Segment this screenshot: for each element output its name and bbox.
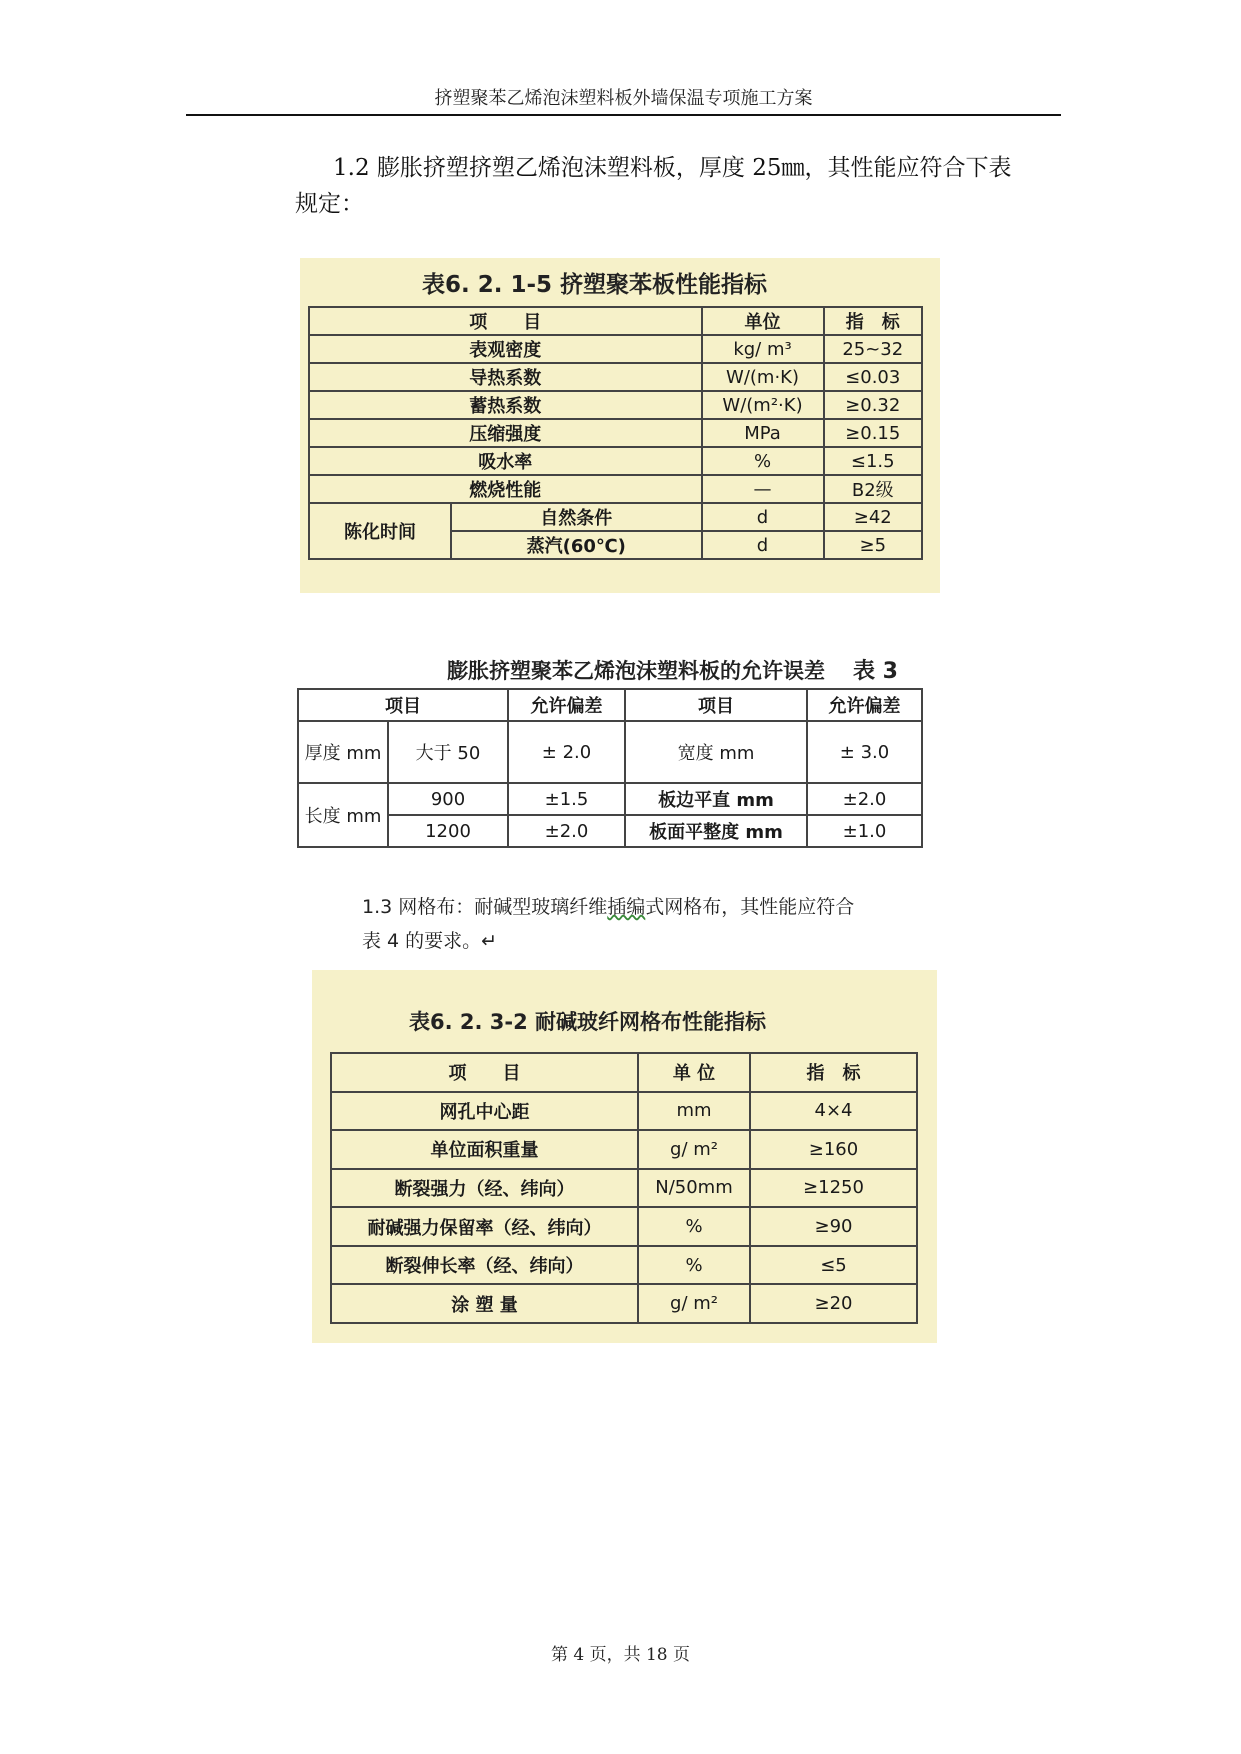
table3-scan (312, 970, 937, 1343)
table-row (331, 1169, 917, 1208)
row-value: ≥1250 (750, 1169, 917, 1208)
row-unit: % (638, 1246, 750, 1285)
row-unit: d (702, 503, 824, 531)
table3-title: 表6. 2. 3-2 耐碱玻纤网格布性能指标 (409, 1010, 767, 1034)
thickness-spec: 大于 50 (388, 721, 508, 783)
section-1-3-paragraph (362, 890, 922, 958)
section-1-3-prefix: 1.3 网格布：耐碱型玻璃纤维 (362, 896, 608, 918)
row-item: 断裂伸长率（经、纬向） (331, 1246, 638, 1285)
thickness-tolerance: ± 2.0 (508, 721, 625, 783)
row-value: ≥160 (750, 1130, 917, 1169)
width-label: 宽度 mm (625, 721, 807, 783)
table-row (298, 721, 922, 783)
header-item: 项目 (298, 689, 508, 721)
width-tolerance: ± 3.0 (807, 721, 922, 783)
length-label: 长度 mm (298, 783, 388, 847)
table2-title-text: 膨胀挤塑聚苯乙烯泡沫塑料板的允许误差 (447, 659, 825, 683)
table-row (309, 335, 922, 363)
row-value: ≥0.15 (824, 419, 922, 447)
row-item: 单位面积重量 (331, 1130, 638, 1169)
table-row (331, 1092, 917, 1131)
table-row (309, 391, 922, 419)
row-item: 网孔中心距 (331, 1092, 638, 1131)
header-item: 项 目 (309, 307, 702, 335)
page-footer: 第 4 页，共 18 页 (550, 1645, 691, 1665)
row-unit: mm (638, 1092, 750, 1131)
row-item: 压缩强度 (309, 419, 702, 447)
row-value: ≥42 (824, 503, 922, 531)
row-value: ≥5 (824, 531, 922, 559)
row-item: 耐碱强力保留率（经、纬向） (331, 1207, 638, 1246)
row-item: 自然条件 (451, 503, 702, 531)
table-row (309, 419, 922, 447)
row-value: 25~32 (824, 335, 922, 363)
table-row (309, 475, 922, 503)
length-spec: 900 (388, 783, 508, 815)
row-value: B2级 (824, 475, 922, 503)
row-value: 4×4 (750, 1092, 917, 1131)
row-tolerance: ±2.0 (807, 783, 922, 815)
row-item: 导热系数 (309, 363, 702, 391)
length-tolerance: ±2.0 (508, 815, 625, 847)
section-1-3-suffix: 式网格布，其性能应符合 (645, 896, 855, 918)
table-row (298, 783, 922, 815)
table-header-row (298, 689, 922, 721)
row-unit: g/ m² (638, 1130, 750, 1169)
table-row (309, 363, 922, 391)
section-1-2-line2: 规定： (295, 191, 364, 217)
row-unit: d (702, 531, 824, 559)
group-label: 陈化时间 (309, 503, 451, 559)
table-row (298, 815, 922, 847)
header-item: 项 目 (331, 1053, 638, 1092)
spellcheck-word: 插编 (607, 896, 646, 918)
row-unit: MPa (702, 419, 824, 447)
table-header-row (309, 307, 922, 335)
header-tolerance: 允许偏差 (807, 689, 922, 721)
row-unit: kg/ m³ (702, 335, 824, 363)
row-item: 涂 塑 量 (331, 1284, 638, 1323)
row-item: 蓄热系数 (309, 391, 702, 419)
header-tolerance: 允许偏差 (508, 689, 625, 721)
section-1-3-line2: 表 4 的要求。↵ (362, 930, 498, 952)
table-row (309, 447, 922, 475)
table1-scan (300, 258, 940, 593)
table-row (331, 1130, 917, 1169)
row-value: ≤5 (750, 1246, 917, 1285)
table2-number: 表 3 (853, 659, 898, 684)
section-1-2-paragraph (295, 150, 1065, 222)
table-row (331, 1246, 917, 1285)
table1 (308, 306, 923, 560)
table2-title (447, 654, 898, 685)
table-row (331, 1207, 917, 1246)
page-header: 挤塑聚苯乙烯泡沫塑料板外墙保温专项施工方案 (434, 88, 813, 109)
row-unit: W/(m·K) (702, 363, 824, 391)
header-value: 指 标 (750, 1053, 917, 1092)
table1-title: 表6. 2. 1-5 挤塑聚苯板性能指标 (422, 272, 768, 298)
table2-scan (295, 650, 925, 850)
header-value: 指 标 (824, 307, 922, 335)
table-row (309, 503, 922, 531)
thickness-label: 厚度 mm (298, 721, 388, 783)
row-unit: N/50mm (638, 1169, 750, 1208)
header-unit: 单位 (702, 307, 824, 335)
table3 (330, 1052, 918, 1324)
row-unit: % (702, 447, 824, 475)
table-row (331, 1284, 917, 1323)
length-spec: 1200 (388, 815, 508, 847)
row-unit: — (702, 475, 824, 503)
length-tolerance: ±1.5 (508, 783, 625, 815)
row-item: 蒸汽(60℃) (451, 531, 702, 559)
row-unit: g/ m² (638, 1284, 750, 1323)
row-value: ≤1.5 (824, 447, 922, 475)
row-tolerance: ±1.0 (807, 815, 922, 847)
row-item: 吸水率 (309, 447, 702, 475)
row-value: ≥90 (750, 1207, 917, 1246)
row-item: 板面平整度 mm (625, 815, 807, 847)
section-1-3-line1 (362, 890, 922, 924)
table-header-row (331, 1053, 917, 1092)
row-value: ≥20 (750, 1284, 917, 1323)
section-1-2-line1: 1.2 膨胀挤塑挤塑乙烯泡沫塑料板，厚度 25㎜，其性能应符合下表 (333, 155, 1012, 181)
row-item: 板边平直 mm (625, 783, 807, 815)
row-value: ≤0.03 (824, 363, 922, 391)
row-value: ≥0.32 (824, 391, 922, 419)
header-unit: 单 位 (638, 1053, 750, 1092)
row-unit: W/(m²·K) (702, 391, 824, 419)
row-unit: % (638, 1207, 750, 1246)
row-item: 表观密度 (309, 335, 702, 363)
row-item: 燃烧性能 (309, 475, 702, 503)
table2 (297, 688, 923, 848)
header-item: 项目 (625, 689, 807, 721)
header-rule (186, 114, 1061, 116)
row-item: 断裂强力（经、纬向） (331, 1169, 638, 1208)
